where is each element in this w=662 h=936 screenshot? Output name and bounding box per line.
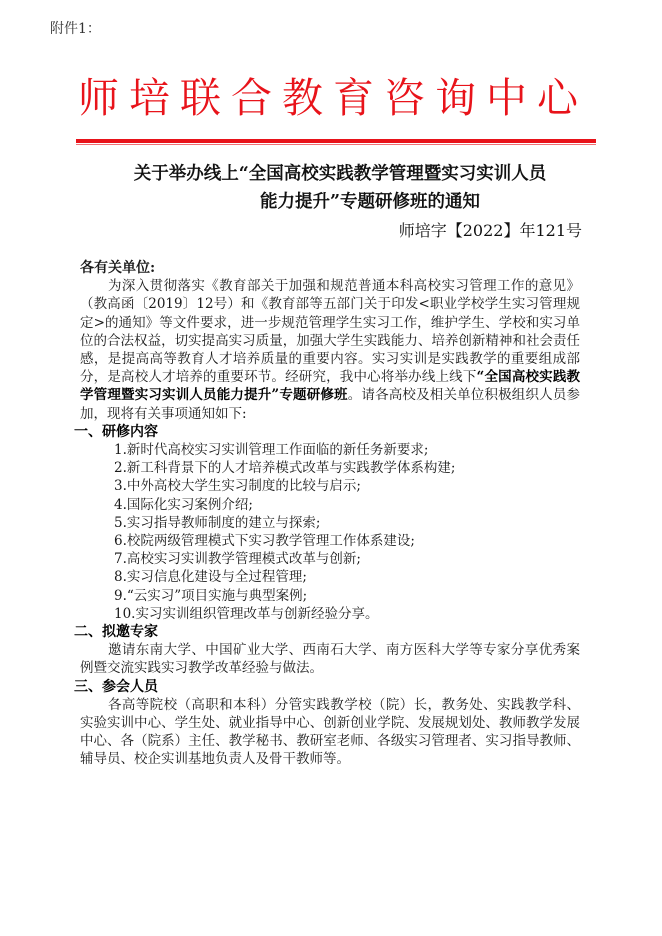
salutation: 各有关单位:: [80, 260, 156, 276]
list-item: 1.新时代高校实习实训管理工作面临的新任务新要求;: [114, 442, 429, 459]
list-item: 10.实习实训组织管理改革与创新经验分享。: [114, 605, 379, 622]
title-line-2: 能力提升”专题研修班的通知: [259, 192, 481, 212]
intro-text: 为深入贯彻落实《教育部关于加强和规范普通本科高校实习管理工作的意见》（教高函〔2019〕12号）和《教育部等五部门关于印发<职业学校学生实习管理规定>的通知》等文件要求，进一步规范管理学生实习工作，维护学生、学校和实习单位的合法权益，切实提高实习质量，加强大学生实践能力、培养创新精神和社会责任感，是提高高等教育人才培养质量的重要内容。实习实训是实践教学的重要组成部分，是高校人才培养的重要环节。经研究，我中心将举办线上线下: [80, 278, 580, 386]
section-heading: 一、研修内容: [74, 423, 158, 440]
attachment-label: 附件1：: [50, 21, 101, 37]
header-divider: [76, 139, 596, 143]
title-line-1: 关于举办线上“全国高校实践教学管理暨实习实训人员: [133, 164, 547, 184]
organization-header: 师培联合教育咨询中心: [78, 74, 588, 122]
header-divider-thin: [76, 144, 596, 145]
document-number: 师培字【2022】年121号: [398, 221, 582, 240]
list-item: 9.“云实习”项目实施与典型案例;: [114, 587, 308, 604]
list-item: 4.国际化实习案例介绍;: [114, 496, 253, 513]
section-heading: 二、拟邀专家: [74, 624, 158, 641]
list-item: 2.新工科背景下的人才培养模式改革与实践教学体系构建;: [114, 460, 456, 477]
section-paragraph: 邀请东南大学、中国矿业大学、西南石大学、南方医科大学等专家分享优秀案例暨交流实践实习教学改革经验与做法。: [80, 642, 580, 677]
document-body: [74, 259, 581, 769]
intro-paragraph: [80, 277, 580, 423]
list-item: 5.实习指导教师制度的建立与探索;: [114, 514, 321, 531]
list-item: 7.高校实习实训教学管理模式改革与创新;: [114, 551, 361, 568]
list-item: 3.中外高校大学生实习制度的比较与启示;: [114, 478, 361, 495]
section-paragraph: 各高等院校（高职和本科）分管实践教学校（院）长，教务处、实践教学科、实验实训中心、学生处、就业指导中心、创新创业学院、发展规划处、教师教学发展中心、各（院系）主任、教学秘书、教研室老师、各级实习管理者、实习指导教师、辅导员、校企实训基地负责人及骨干教师等。: [80, 696, 580, 768]
intro-text-end: 。请各高校及相关单位积极组织人员参加，现将有关事项通知如下:: [80, 387, 581, 422]
list-item: 6.校院两级管理模式下实习教学管理工作体系建设;: [114, 533, 415, 550]
section-heading: 三、参会人员: [74, 678, 158, 695]
list-item: 8.实习信息化建设与全过程管理;: [114, 569, 307, 586]
notice-title: [60, 160, 620, 216]
intro-bold-event: “全国高校实践教学管理暨实习实训人员能力提升”专题研修班: [80, 369, 581, 404]
